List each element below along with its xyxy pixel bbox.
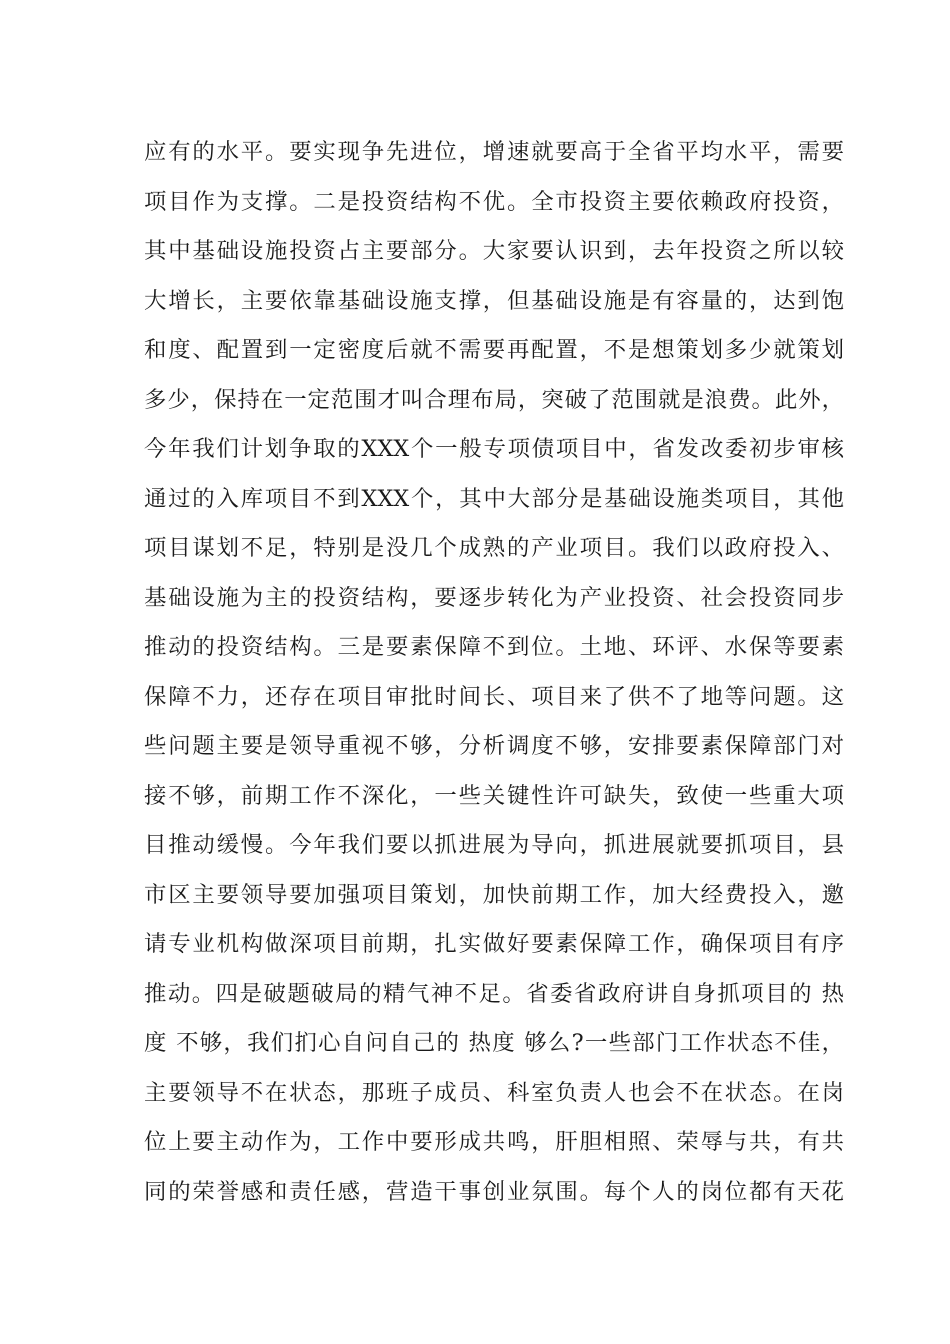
text-line-15: 目推动缓慢。今年我们要以抓进展为导向，抓进展就要抓项目，县: [144, 832, 844, 858]
text-line-13: 些问题主要是领导重视不够，分析调度不够，安排要素保障部门对: [144, 733, 844, 759]
text-line-2: 项目作为支撑。二是投资结构不优。全市投资主要依赖政府投资，: [144, 188, 844, 215]
text-line-18: 推动。四是破题破局的精气神不足。省委省政府讲自身抓项目的 热: [144, 980, 844, 1007]
text-line-20: 主要领导不在状态，那班子成员、科室负责人也会不在状态。在岗: [144, 1079, 844, 1106]
text-line-8: 通过的入库项目不到XXX个，其中大部分是基础设施类项目，其他: [144, 485, 844, 512]
text-line-7: 今年我们计划争取的XXX个一般专项债项目中，省发改委初步审核: [144, 436, 844, 462]
text-line-1: 应有的水平。要实现争先进位，增速就要高于全省平均水平，需要: [144, 139, 844, 165]
text-line-19: 度 不够，我们扪心自问自己的 热度 够么?一些部门工作状态不佳，: [144, 1030, 844, 1056]
text-line-22: 同的荣誉感和责任感，营造干事创业氛围。每个人的岗位都有天花: [144, 1178, 844, 1205]
text-line-12: 保障不力，还存在项目审批时间长、项目来了供不了地等问题。这: [144, 683, 844, 710]
text-line-9: 项目谋划不足，特别是没几个成熟的产业项目。我们以政府投入、: [144, 535, 844, 561]
text-line-21: 位上要主动作为，工作中要形成共鸣，肝胆相照、荣辱与共，有共: [144, 1129, 844, 1155]
text-line-11: 推动的投资结构。三是要素保障不到位。土地、环评、水保等要素: [144, 634, 844, 660]
text-line-16: 市区主要领导要加强项目策划，加快前期工作，加大经费投入，邀: [144, 881, 844, 908]
text-line-17: 请专业机构做深项目前期，扎实做好要素保障工作，确保项目有序: [144, 931, 844, 957]
text-line-10: 基础设施为主的投资结构，要逐步转化为产业投资、社会投资同步: [144, 584, 844, 611]
text-line-3: 其中基础设施投资占主要部分。大家要认识到，去年投资之所以较: [144, 238, 844, 264]
text-line-5: 和度、配置到一定密度后就不需要再配置，不是想策划多少就策划: [144, 337, 844, 363]
text-line-6: 多少，保持在一定范围才叫合理布局，突破了范围就是浪费。此外，: [144, 386, 844, 413]
body-text: [144, 128, 844, 1217]
text-line-4: 大增长，主要依靠基础设施支撑，但基础设施是有容量的，达到饱: [144, 287, 844, 314]
text-line-14: 接不够，前期工作不深化，一些关键性许可缺失，致使一些重大项: [144, 782, 844, 809]
